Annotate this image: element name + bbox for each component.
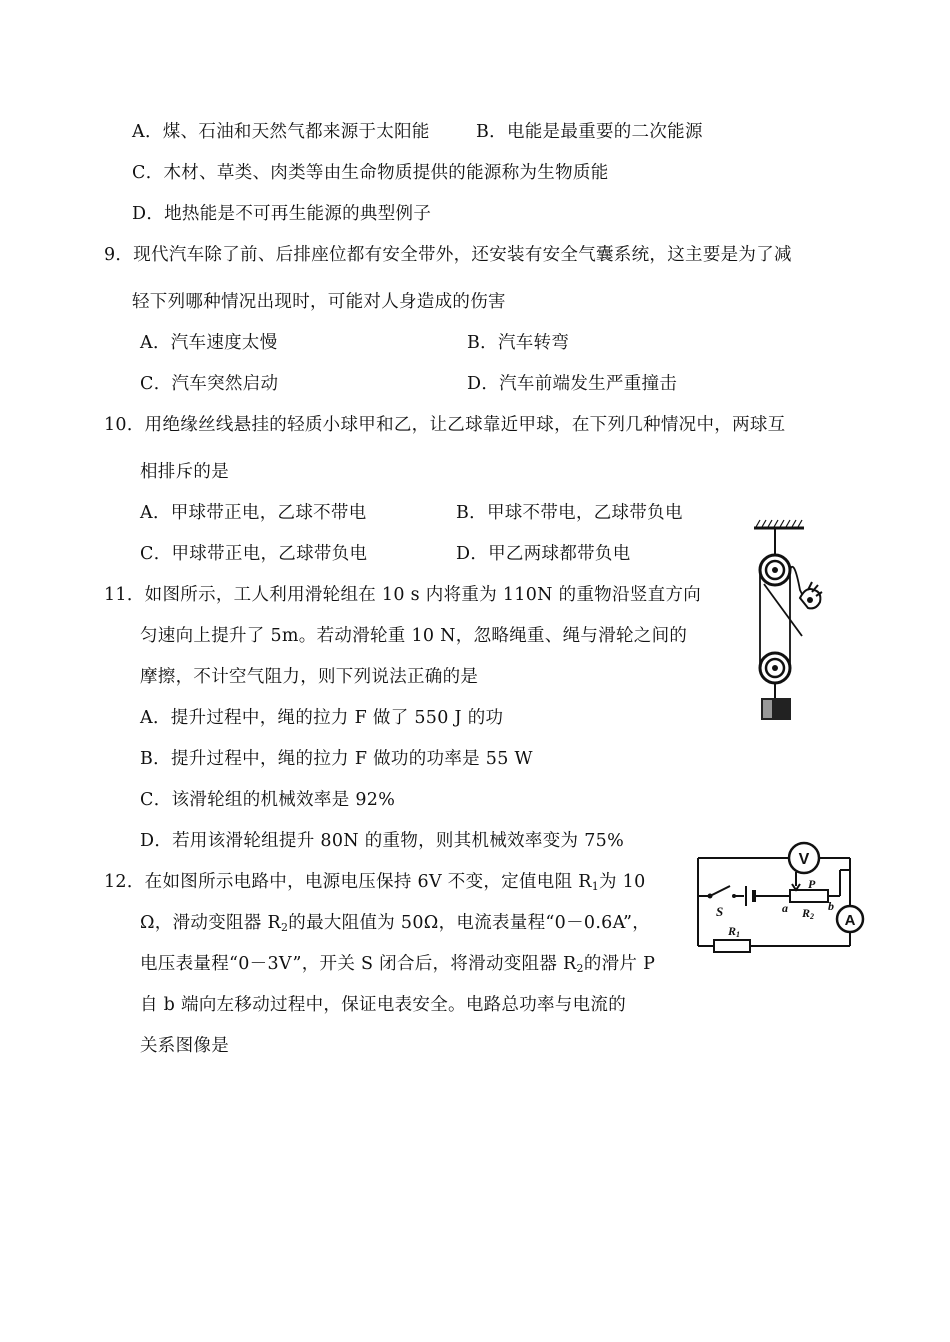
q10-stem-line2: 相排斥的是	[140, 462, 229, 482]
q9-option-a: A．汽车速度太慢	[140, 333, 278, 353]
movable-pulley	[760, 653, 790, 683]
q10-option-c: C．甲球带正电，乙球带负电	[140, 544, 368, 564]
circuit-diagram	[694, 840, 872, 958]
rheostat-label: R2	[802, 906, 815, 921]
q11-stem-line1: 11．如图所示，工人利用滑轮组在 10 s 内将重为 110N 的重物沿竖直方向	[104, 585, 702, 605]
q11-stem-line3: 摩擦，不计空气阻力，则下列说法正确的是	[140, 667, 479, 687]
ammeter-label: A	[844, 912, 856, 929]
q12-stem-line4: 自 b 端向左移动过程中，保证电表安全。电路总功率与电流的	[140, 995, 627, 1015]
q9-option-b: B．汽车转弯	[467, 333, 570, 353]
switch-icon	[708, 886, 737, 899]
q8-option-c: C．木材、草类、肉类等由生命物质提供的能源称为生物质能	[132, 163, 609, 183]
ceiling-hatch	[756, 520, 802, 527]
q8-option-a: A．煤、石油和天然气都来源于太阳能	[132, 122, 430, 142]
resistor-r1-label: R1	[728, 924, 741, 939]
ammeter-icon	[837, 906, 863, 932]
voltmeter-label: V	[798, 851, 810, 868]
q11-option-b: B．提升过程中，绳的拉力 F 做功的功率是 55 W	[140, 749, 533, 769]
q12-stem-line1: 12．在如图所示电路中，电源电压保持 6V 不变，定值电阻 $R_1$为 10	[104, 872, 646, 893]
slider-label: P	[808, 877, 816, 891]
voltmeter-icon	[789, 843, 819, 873]
q11-stem-line2: 匀速向上提升了 5m。若动滑轮重 10 N，忽略绳重、绳与滑轮之间的	[140, 626, 688, 646]
q11-option-d: D．若用该滑轮组提升 80N 的重物，则其机械效率变为 75%	[140, 831, 624, 851]
battery-icon	[746, 886, 754, 906]
rheostat-end-b: b	[828, 899, 834, 913]
q9-stem-line1: 9．现代汽车除了前、后排座位都有安全带外，还安装有安全气囊系统，这主要是为了减	[104, 245, 792, 265]
fixed-pulley	[760, 555, 790, 585]
q9-stem-line2: 轻下列哪种情况出现时，可能对人身造成的伤害	[132, 292, 506, 312]
hand-icon	[800, 582, 822, 608]
q10-option-d: D．甲乙两球都带负电	[456, 544, 631, 564]
rheostat-r2	[790, 890, 828, 902]
switch-label: S	[716, 904, 724, 919]
resistor-r1	[714, 940, 750, 952]
q12-stem-line2: Ω，滑动变阻器 $R_2$的最大阻值为 50Ω，电流表量程“0－0.6A”，	[140, 913, 651, 934]
q11-option-c: C．该滑轮组的机械效率是 92%	[140, 790, 396, 810]
q9-option-d: D．汽车前端发生严重撞击	[467, 374, 678, 394]
pulley-system-figure	[742, 518, 832, 724]
q10-option-b: B．甲球不带电，乙球带负电	[456, 503, 683, 523]
q12-stem-line5: 关系图像是	[140, 1036, 229, 1056]
q12-stem-line3: 电压表量程“0－3V”，开关 S 闭合后，将滑动变阻器 $R_2$的滑片 P	[140, 954, 656, 975]
q8-option-d: D．地热能是不可再生能源的典型例子	[132, 204, 432, 224]
q9-option-c: C．汽车突然启动	[140, 374, 279, 394]
q8-option-b: B．电能是最重要的二次能源	[476, 122, 703, 142]
q10-option-a: A．甲球带正电，乙球不带电	[140, 503, 367, 523]
rheostat-end-a: a	[782, 901, 788, 915]
q11-option-a: A．提升过程中，绳的拉力 F 做了 550 J 的功	[140, 708, 504, 728]
q10-stem-line1: 10．用绝缘丝线悬挂的轻质小球甲和乙，让乙球靠近甲球，在下列几种情况中，两球互	[104, 415, 786, 435]
